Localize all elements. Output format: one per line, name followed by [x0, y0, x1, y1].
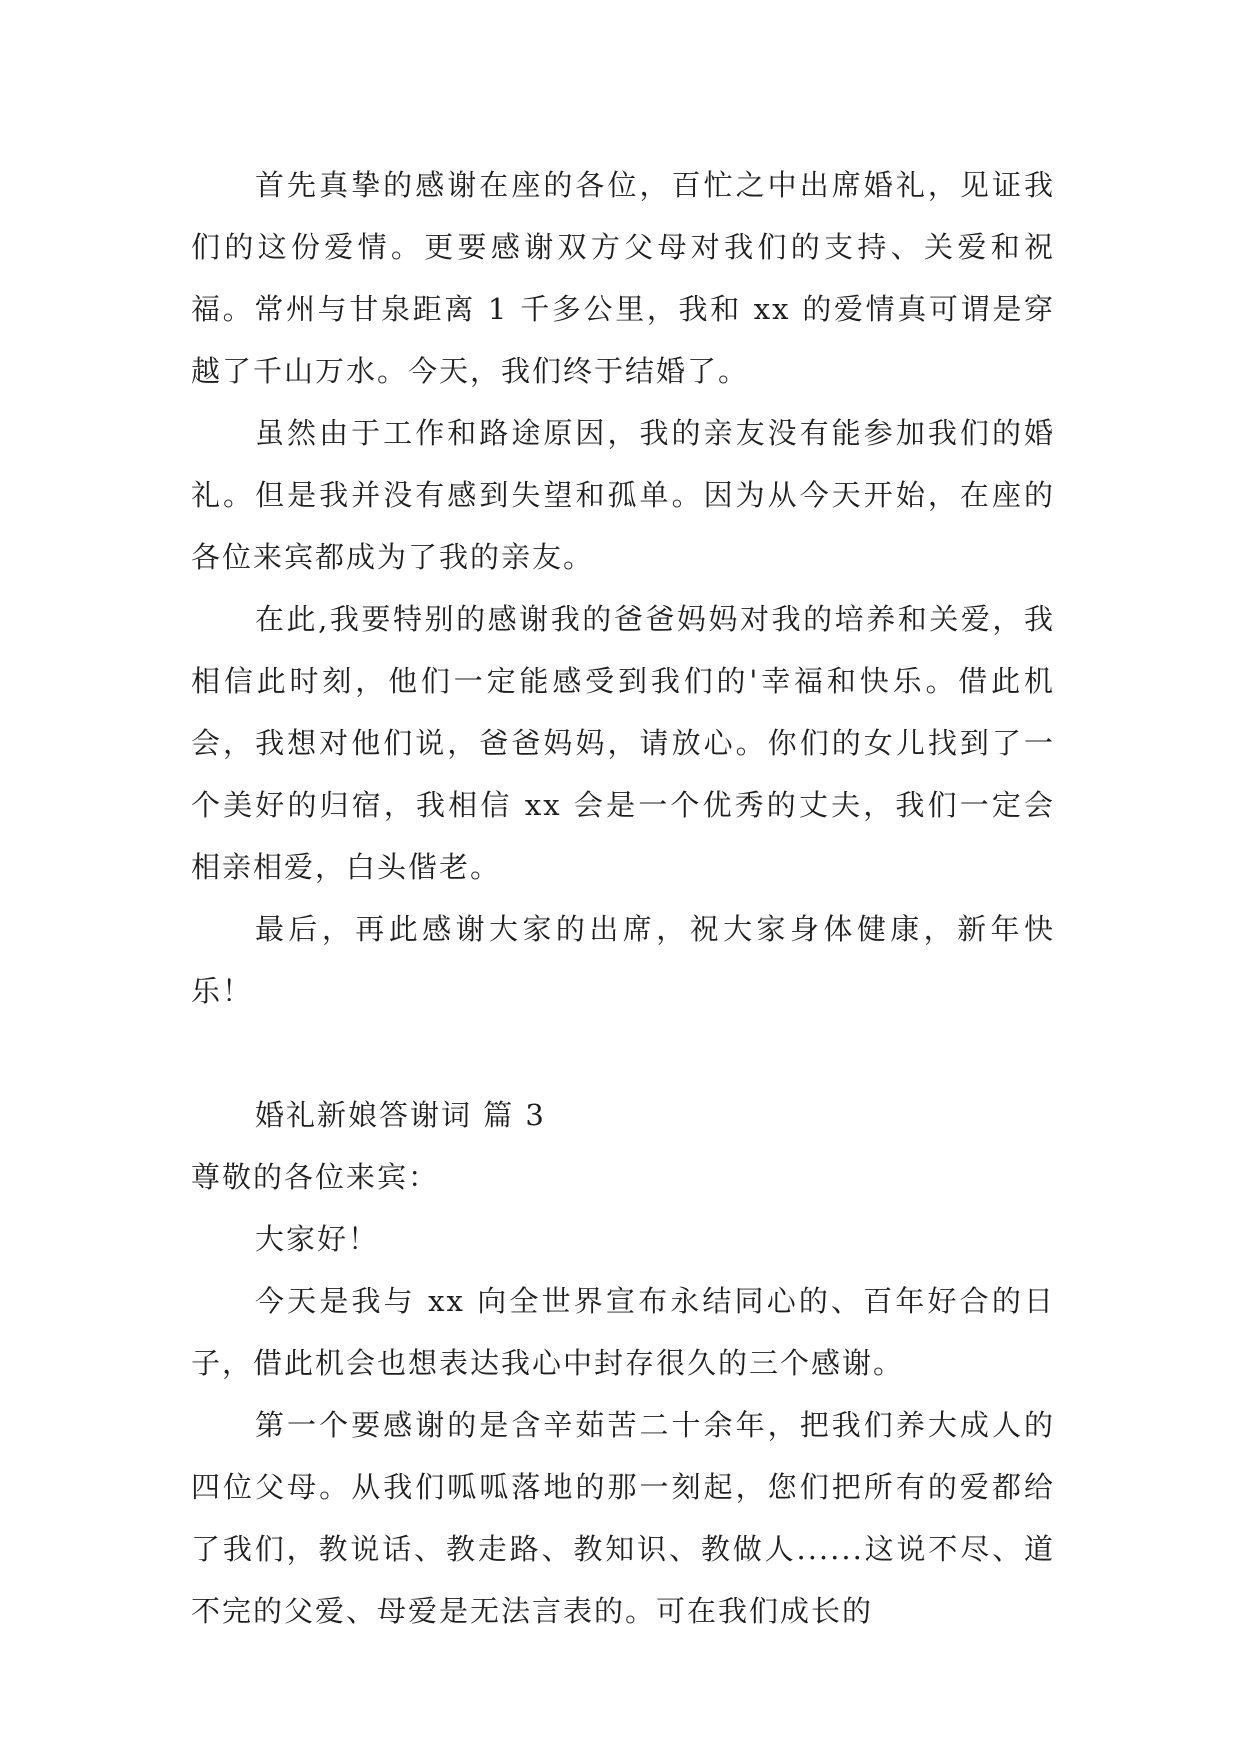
paragraph-announcement: 今天是我与 xx 向全世界宣布永结同心的、百年好合的日子，借此机会也想表达我心中封存很久的三个感谢。: [191, 1284, 1055, 1380]
section-heading: 婚礼新娘答谢词 篇 3: [255, 1098, 546, 1132]
paragraph-first-thanks: 第一个要感谢的是含辛茹苦二十余年，把我们养大成人的四位父母。从我们呱呱落地的那一刻起，您们把所有的爱都给了我们，教说话、教走路、教知识、教做人......这说不尽、道不完的父爱、母爱是无法言表的。可在我们成长的: [191, 1408, 1055, 1628]
greeting: 大家好！: [255, 1222, 380, 1256]
document-body: [191, 154, 1055, 1642]
paragraph-relatives: 虽然由于工作和路途原因，我的亲友没有能参加我们的婚礼。但是我并没有感到失望和孤单。因为从今天开始，在座的各位来宾都成为了我的亲友。: [191, 416, 1055, 574]
salutation: 尊敬的各位来宾：: [191, 1160, 440, 1194]
paragraph-thanks-guests: 首先真挚的感谢在座的各位，百忙之中出席婚礼，见证我们的这份爱情。更要感谢双方父母对我们的支持、关爱和祝福。常州与甘泉距离 1 千多公里，我和 xx 的爱情真可谓是穿越了千山万水。今天，我们终于结婚了。: [191, 168, 1055, 388]
paragraph-parents: 在此,我要特别的感谢我的爸爸妈妈对我的培养和关爱，我相信此时刻，他们一定能感受到我们的'幸福和快乐。借此机会，我想对他们说，爸爸妈妈，请放心。你们的女儿找到了一个美好的归宿，我相信 xx 会是一个优秀的丈夫，我们一定会相亲相爱，白头偕老。: [191, 602, 1055, 884]
paragraph-closing: 最后，再此感谢大家的出席，祝大家身体健康，新年快乐！: [191, 912, 1055, 1008]
